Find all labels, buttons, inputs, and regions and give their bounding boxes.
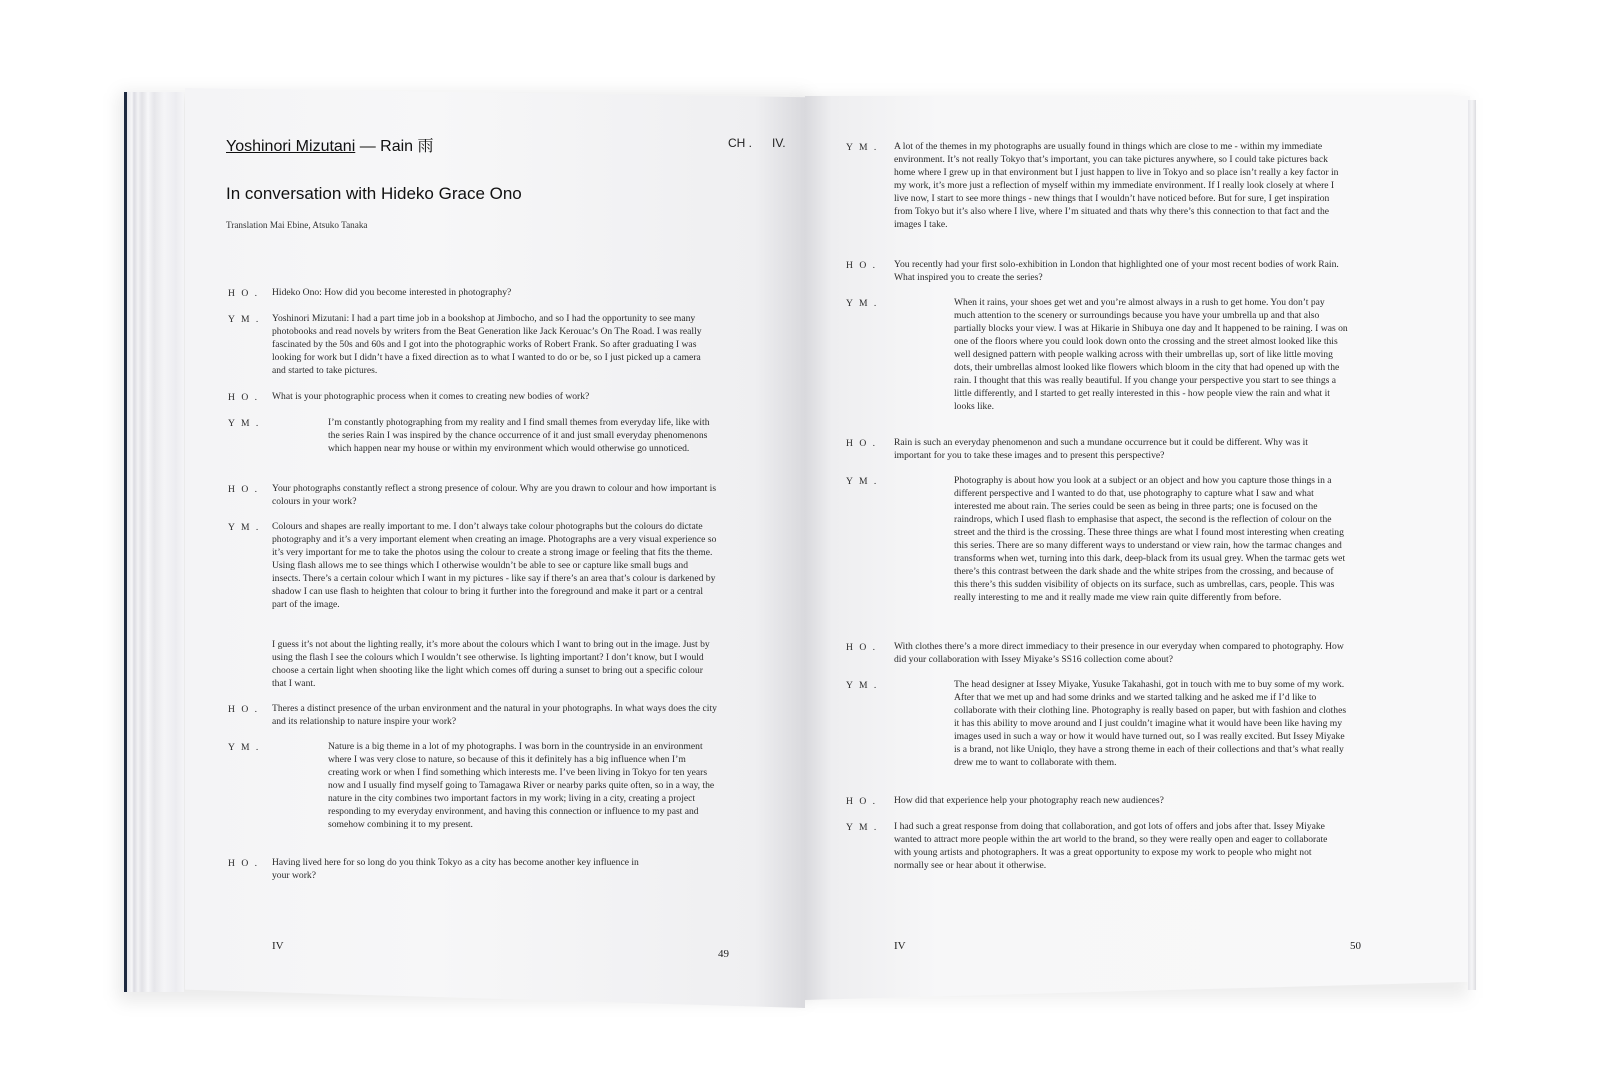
interview-text: Photography is about how you look at a subject or an object and how you capture those things in a different perspective and I wanted to do that, use photography to capture what I saw and what interested me about rain. The series could be seen as being in three parts; one is focused on the raindrops, which I used flash to emphasise that aspect, the second is the reflection of colour on the street and the third is the crossing. These three things are what I found most interesting when creating this series. There are so many different ways to understand or view rain, how the tarmac changes and transforms when wet, turning into this dark, deep-black from its usual grey. When the tarmac gets wet there’s this contrast between the dark shade and the white stripes from the crossing, and because of this there’s this sudden visibility of objects on its surface, such as umbrellas, cars, people. This was really interesting to me and it really made me view rain quite differently from before. — [954, 475, 1346, 603]
interview-text: I had such a great response from doing that collaboration, and got lots of offers and jobs after that. Issey Miyake wanted to attract more people within the art world to the brand, so they were really open and eager to collaborate with young artists and photographers. It was a great opportunity to expose my work to people who might not normally see or hear about it otherwise. — [894, 821, 1328, 871]
article-header — [226, 133, 434, 156]
speaker-label: H O . — [228, 392, 260, 403]
interview-text: Nature is a big theme in a lot of my photographs. I was born in the countryside in an environment where I was very close to nature, so because of this it definitely has a big influence when I’m creating work or when I find something which interests me. I’ve been living in Tokyo for ten years now and I usually find myself going to Tamagawa River or nearby parks quite often, so in a way, the nature in the city combines two important factors in my work; living in a city, creating a project responding to my everyday environment, and having this connection or influence to my past and somehow combining it to my present. — [328, 741, 715, 830]
speaker-label: H O . — [846, 642, 878, 653]
interview-text: With clothes there’s a more direct immediacy to their presence in our everyday when compared to photography. How did your collaboration with Issey Miyake’s SS16 collection come about? — [894, 641, 1344, 665]
interview-text: I’m constantly photographing from my reality and I find small themes from everyday life, like with the series Rain I was inspired by the chance occurrence of it and just small everyday phenomenons which happen near my house or within my environment which would otherwise go unnoticed. — [328, 417, 710, 454]
speaker-label: H O . — [228, 484, 260, 495]
speaker-label: H O . — [846, 260, 878, 271]
speaker-label: H O . — [228, 704, 260, 715]
footer-chapter: IV — [894, 940, 906, 952]
right-page-edge — [1468, 100, 1476, 990]
speaker-label: Y M . — [846, 680, 879, 691]
interview-text: Rain is such an everyday phenomenon and such a mundane occurrence but it could be different. Why was it important for you to take these images and to present this perspective? — [894, 437, 1308, 461]
page-number: 50 — [1350, 940, 1361, 952]
speaker-label: H O . — [228, 858, 260, 869]
interview-text: You recently had your first solo-exhibition in London that highlighted one of your most recent bodies of work Rain. What inspired you to create the series? — [894, 259, 1339, 283]
speaker-label: Y M . — [846, 142, 879, 153]
speaker-label: H O . — [846, 438, 878, 449]
series-title: Rain 雨 — [380, 138, 434, 155]
interview-text: When it rains, your shoes get wet and you’re almost always in a rush to get home. You don’t pay much attention to the scenery or surroundings because you have your umbrella up and that also partially blocks your view. I was at Hikarie in Shibuya one day and It happened to be raining. I was on one of the floors where you could look down onto the crossing and the street almost looked like this well designed pattern with people walking across with their umbrellas up, sort of like little moving dots, their umbrellas almost looked like flowers which bloom in the city that had opened up with the rain. I thought that this was really beautiful. If you change your perspective you start to see things a little differently, and I started to get really interested in this - how people view the rain and what it looks like. — [954, 297, 1348, 412]
speaker-label: Y M . — [846, 822, 879, 833]
speaker-label: Y M . — [228, 314, 261, 325]
speaker-label: Y M . — [228, 522, 261, 533]
translation-credit: Translation Mai Ebine, Atsuko Tanaka — [226, 220, 368, 230]
interview-text: I guess it’s not about the lighting really, it’s more about the colours which I want to bring out in the image. Just by using the flash I see the colours which I wouldn’t see otherwise. Is lighting important? I don’t know, but I would choose a certain light when shooting like the light which comes off during a sunset to bring out a specific colour that I want. — [272, 639, 710, 689]
interview-text: Colours and shapes are really important to me. I don’t always take colour photographs but the colours do dictate photography and it’s a very important element when creating an image. Photographs are a very visual experience so it’s very important for me to take the photos using the colour to create a strong image or feeling that fits the theme. Using flash allows me to see things which I otherwise wouldn’t be able to see or capture like small bugs and insects. There’s a certain colour which I want in my pictures - like say if there’s an area that’s colour is darkened by shadow I can use flash to heighten that colour to bring it further into the foreground and make it part or a central part of the image. — [272, 521, 717, 610]
speaker-label: Y M . — [228, 418, 261, 429]
interview-text: Yoshinori Mizutani: I had a part time job in a bookshop at Jimbocho, and so I had the opportunity to see many photobooks and read novels by writers from the Beat Generation like Jack Kerouac’s On The Road. I was really fascinated by the 50s and 60s and I got into the photographic works of Robert Frank. So after graduating I was looking for work but I didn’t have a fixed direction as to what I wanted to do or be, so I just picked up a camera and started to take pictures. — [272, 313, 702, 376]
speaker-label: Y M . — [846, 298, 879, 309]
interview-text: Your photographs constantly reflect a strong presence of colour. Why are you drawn to colour and how important is colours in your work? — [272, 483, 717, 507]
author-name: Yoshinori Mizutani — [226, 138, 356, 155]
interview-text: Hideko Ono: How did you become interested in photography? — [272, 287, 512, 298]
speaker-label: H O . — [228, 288, 260, 299]
header-dash: — — [359, 138, 376, 155]
interview-text: The head designer at Issey Miyake, Yusuke Takahashi, got in touch with me to buy some of my work. After that we met up and had some drinks and we started talking and he asked me if I’d like to collaborate with their clothing line. Photography is really based on paper, but with fashion and clothes it has this ability to move around and I just couldn’t imagine what it would have been like having my images used in such a way or how it would have turned out, so I was really excited. But Issey Miyake is a brand, not like Uniqlo, they have a strong theme in each of their collections and that’s what really drew me to want to collaborate with them. — [954, 679, 1347, 768]
chapter-number: IV. — [772, 136, 786, 150]
interview-text: A lot of the themes in my photographs are usually found in things which are close to me - within my immediate environment. It’s not really Tokyo that’s important, you can take pictures anywhere, so I could take pictures back home where I grew up in that environment but I just happen to live in Tokyo and so place isn’t really a key factor in my work, it’s more just a reflection of myself within my immediate environment. If I really look closely at where I live now, I start to see more things - new things that I wouldn’t have noticed before. But for sure, I get inspiration from Tokyo but it’s also where I live, where I’m situated and thats why there’s this connection to that fact and the images I take. — [894, 141, 1339, 230]
footer-chapter: IV — [272, 940, 284, 952]
interview-text: Having lived here for so long do you think Tokyo as a city has become another key influence in your work? — [272, 857, 639, 881]
interview-text: Theres a distinct presence of the urban environment and the natural in your photographs. In what ways does the city and its relationship to nature inspire your work? — [272, 703, 717, 727]
speaker-label: Y M . — [228, 742, 261, 753]
speaker-label: Y M . — [846, 476, 879, 487]
chapter-label: CH . — [728, 136, 752, 150]
speaker-label: H O . — [846, 796, 878, 807]
page-edge-stack — [124, 92, 184, 992]
interview-text: What is your photographic process when it comes to creating new bodies of work? — [272, 391, 590, 402]
interview-text: How did that experience help your photography reach new audiences? — [894, 795, 1164, 806]
page-number: 49 — [718, 948, 729, 960]
interview-subtitle: In conversation with Hideko Grace Ono — [226, 184, 522, 203]
